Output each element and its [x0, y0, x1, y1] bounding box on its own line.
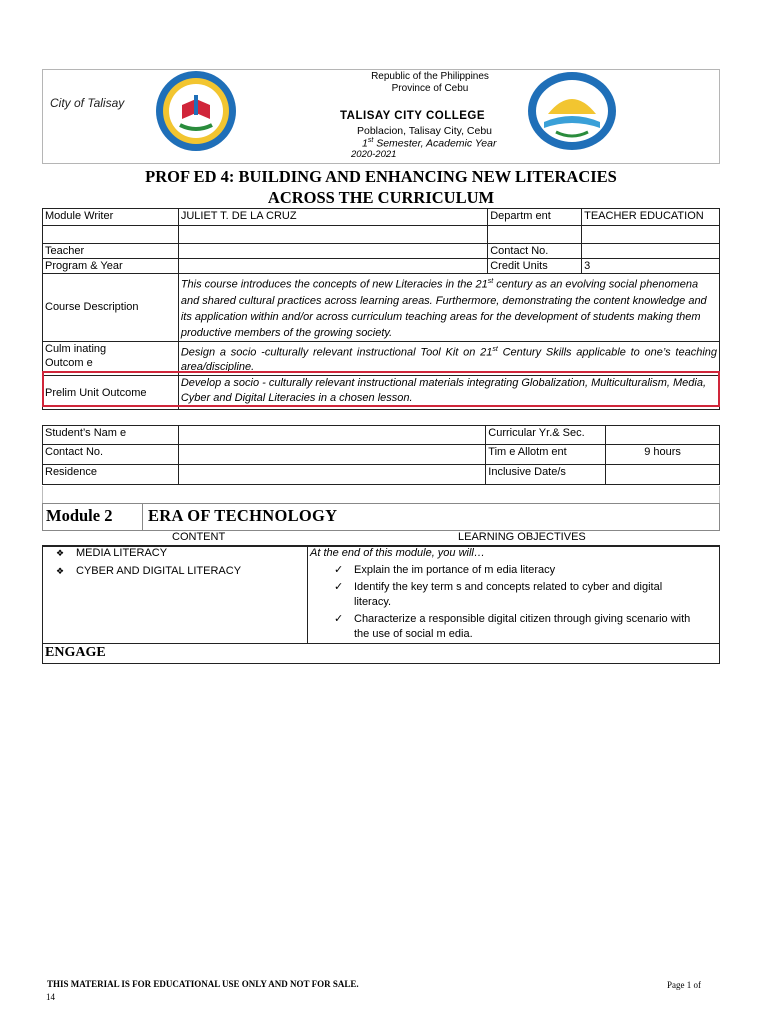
department-value: TEACHER EDUCATION — [582, 209, 720, 226]
inclusive-dates-label: Inclusive Date/s — [486, 465, 606, 485]
diamond-bullet-icon: ❖ — [56, 566, 65, 576]
spacer-band — [42, 486, 720, 504]
time-allotment-label: Tim e Allotm ent — [486, 445, 606, 465]
prelim-outcome-highlight — [42, 371, 720, 407]
module-writer-label: Module Writer — [43, 209, 179, 226]
credit-units-value: 3 — [582, 259, 720, 274]
curricular-value — [606, 426, 720, 445]
module-writer-value: JULIET T. DE LA CRUZ — [178, 209, 487, 226]
objectives-intro: At the end of this module, you will… — [310, 547, 485, 559]
prelim-outcome-value: Develop a socio - culturally relevant instructional materials integrating Globalization, Multiculturalism, Media, Cyber and Digital Literacies in a chosen lesson. — [178, 376, 719, 410]
student-contact-label: Contact No. — [43, 445, 179, 465]
module-row — [42, 503, 720, 531]
prelim-outcome-label: Prelim Unit Outcome — [43, 376, 179, 410]
culminating-outcome-label: Culm inating Outcom e — [43, 341, 179, 376]
course-description-label: Course Description — [43, 274, 179, 342]
curricular-label: Curricular Yr.& Sec. — [486, 426, 606, 445]
content-objectives-divider — [307, 545, 308, 644]
module-name: ERA OF TECHNOLOGY — [148, 506, 338, 525]
republic-line: Republic of the Philippines — [371, 71, 489, 82]
semester-line: 1st Semester, Academic Year — [362, 137, 497, 150]
student-contact-value — [178, 445, 485, 465]
content-header: CONTENT — [172, 531, 226, 543]
contact-value — [582, 244, 720, 259]
contact-label: Contact No. — [488, 244, 582, 259]
engage-heading: ENGAGE — [45, 645, 106, 660]
time-allotment-value: 9 hours — [606, 445, 720, 465]
student-name-label: Student’s Nam e — [43, 426, 179, 445]
academic-year: 2020-2021 — [351, 149, 397, 160]
check-icon: ✓ — [334, 564, 344, 576]
diamond-bullet-icon: ❖ — [56, 548, 65, 558]
objectives-header: LEARNING OBJECTIVES — [458, 531, 586, 543]
footer-notice: THIS MATERIAL IS FOR EDUCATIONAL USE ONLY AND NOT FOR SALE. — [47, 979, 359, 989]
objective-item: ✓ Explain the im portance of m edia literacy — [334, 564, 556, 576]
address-line: Poblacion, Talisay City, Cebu — [357, 125, 493, 137]
course-description-value: This course introduces the concepts of new Literacies in the 21st century as an evolving social phenomena and shared cultural practices across learning areas. Furthermore, demonstrating the content knowledge and its application within and/or across curriculum teaching areas for the development of students making them productive members of the growing society. — [178, 274, 719, 342]
objective-item: ✓ Identify the key term s and concepts related to cyber and digital literacy. — [334, 581, 663, 608]
check-icon: ✓ — [334, 581, 344, 593]
teacher-label: Teacher — [43, 244, 179, 259]
check-icon: ✓ — [334, 613, 344, 625]
student-name-value — [178, 426, 485, 445]
college-name: TALISAY CITY COLLEGE — [340, 110, 486, 122]
page-number: Page 1 of — [667, 980, 701, 990]
college-seal-logo — [154, 69, 238, 153]
module-divider — [142, 503, 143, 531]
city-label: City of Talisay — [50, 96, 125, 110]
department-label: Departm ent — [488, 209, 582, 226]
province-line: Province of Cebu — [391, 83, 469, 94]
inclusive-dates-value — [606, 465, 720, 485]
residence-value — [178, 465, 485, 485]
content-header-row — [42, 531, 720, 545]
objective-item: ✓ Characterize a responsible digital citizen through giving scenario with the use of social m edia. — [334, 613, 691, 640]
content-item: ❖ CYBER AND DIGITAL LITERACY — [56, 565, 242, 577]
content-item: ❖ MEDIA LITERACY — [56, 547, 168, 559]
engage-row — [42, 643, 720, 664]
program-value — [178, 259, 487, 274]
module-number: Module 2 — [46, 506, 113, 525]
course-title-line2: ACROSS THE CURRICULUM — [267, 188, 495, 207]
page-total: 14 — [46, 992, 55, 1002]
culminating-outcome-value: Design a socio -culturally relevant instructional Tool Kit on 21st Century Skills applicable to one’s teaching area/discipline. — [178, 341, 719, 376]
course-title-line1: PROF ED 4: BUILDING AND ENHANCING NEW LITERACIES — [145, 167, 617, 186]
residence-label: Residence — [43, 465, 179, 485]
credit-units-label: Credit Units — [488, 259, 582, 274]
student-info-table — [42, 425, 720, 485]
teacher-value — [178, 244, 487, 259]
program-label: Program & Year — [43, 259, 179, 274]
